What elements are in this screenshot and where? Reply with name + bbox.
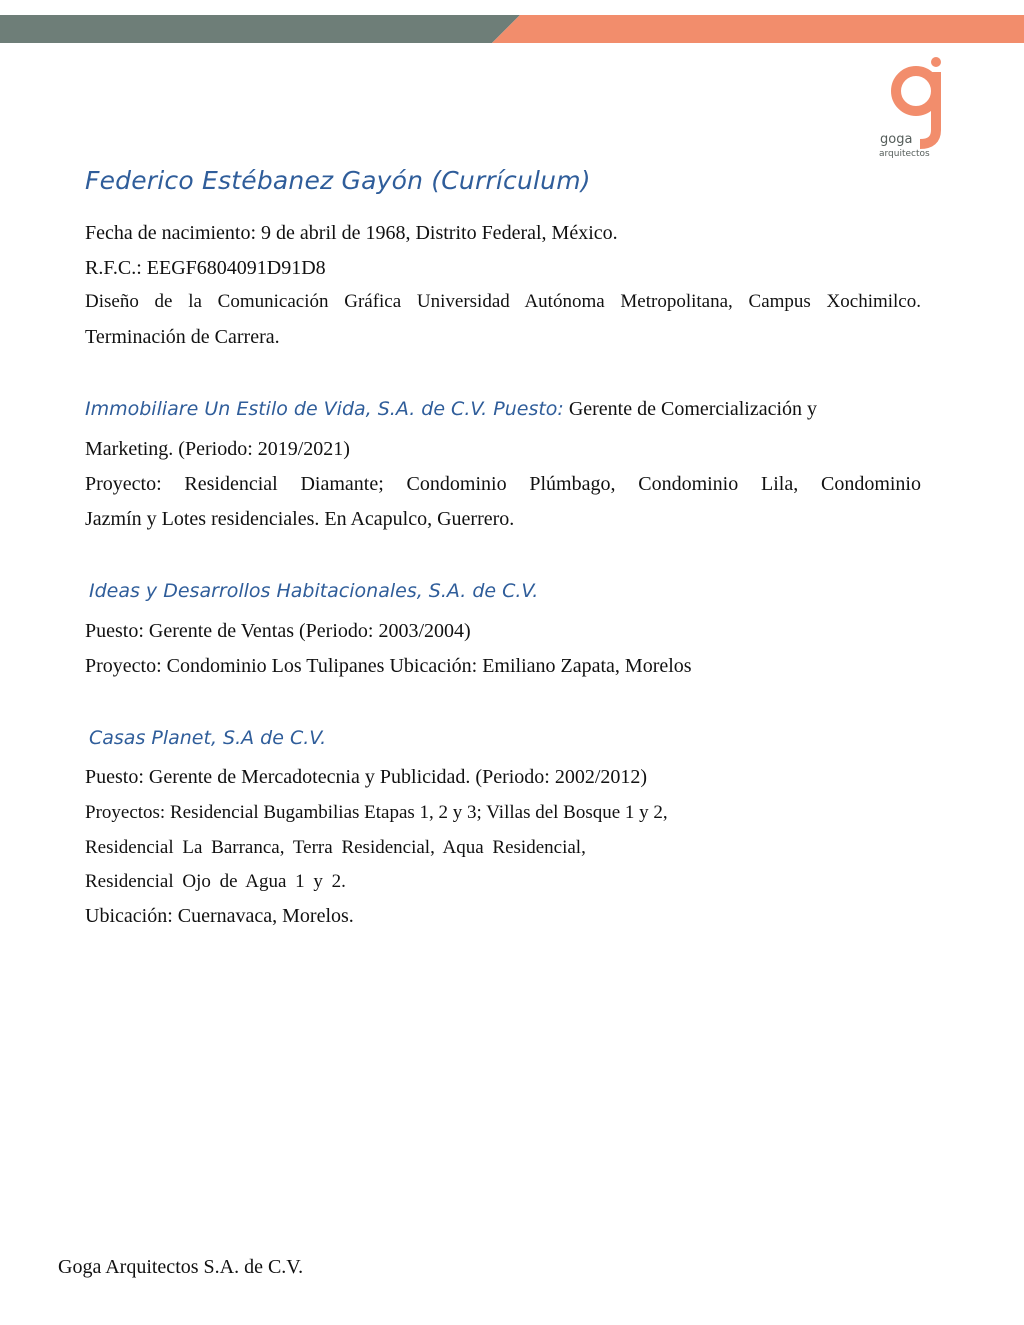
job3-location: Ubicación: Cuernavaca, Morelos. [85, 905, 354, 927]
rfc-info: R.F.C.: EEGF6804091D91D8 [85, 257, 326, 279]
logo-subtitle: arquitectos [879, 149, 930, 159]
job2-company: Ideas y Desarrollos Habitacionales, S.A. de C.V. [89, 580, 539, 602]
job3-company: Casas Planet, S.A de C.V. [89, 727, 327, 749]
education-info: Diseño de la Comunicación Gráfica Universidad Autónoma Metropolitana, Campus Xochimilco. [85, 291, 921, 312]
header-color-band [0, 15, 1024, 43]
job1-role: Gerente de Comercialización y [563, 398, 818, 420]
job1-role-continued: Marketing. (Periodo: 2019/2021) [85, 438, 350, 460]
job3-projects-line2: Residencial La Barranca, Terra Residencial, Aqua Residencial, [85, 837, 586, 858]
birth-info: Fecha de nacimiento: 9 de abril de 1968, Distrito Federal, México. [85, 222, 618, 244]
job2-project: Proyecto: Condominio Los Tulipanes Ubicación: Emiliano Zapata, Morelos [85, 655, 692, 677]
job3-projects-line3: Residencial Ojo de Agua 1 y 2. [85, 871, 346, 892]
job1-heading [85, 397, 817, 421]
logo-wordmark: goga [880, 132, 913, 147]
job1-company: Immobiliare Un Estilo de Vida, S.A. de C.V. Puesto: [85, 398, 564, 420]
job1-project-line1: Proyecto: Residencial Diamante; Condominio Plúmbago, Condominio Lila, Condominio [85, 473, 921, 495]
job2-role: Puesto: Gerente de Ventas (Periodo: 2003/2004) [85, 620, 471, 642]
page-footer: Goga Arquitectos S.A. de C.V. [58, 1256, 304, 1278]
goga-logo-icon [870, 54, 970, 164]
education-status: Terminación de Carrera. [85, 326, 280, 348]
document-title: Federico Estébanez Gayón (Currículum) [85, 166, 591, 195]
job1-project-line2: Jazmín y Lotes residenciales. En Acapulco, Guerrero. [85, 508, 515, 530]
job3-role: Puesto: Gerente de Mercadotecnia y Publicidad. (Periodo: 2002/2012) [85, 766, 648, 788]
job3-projects-line1: Proyectos: Residencial Bugambilias Etapas 1, 2 y 3; Villas del Bosque 1 y 2, [85, 802, 668, 823]
